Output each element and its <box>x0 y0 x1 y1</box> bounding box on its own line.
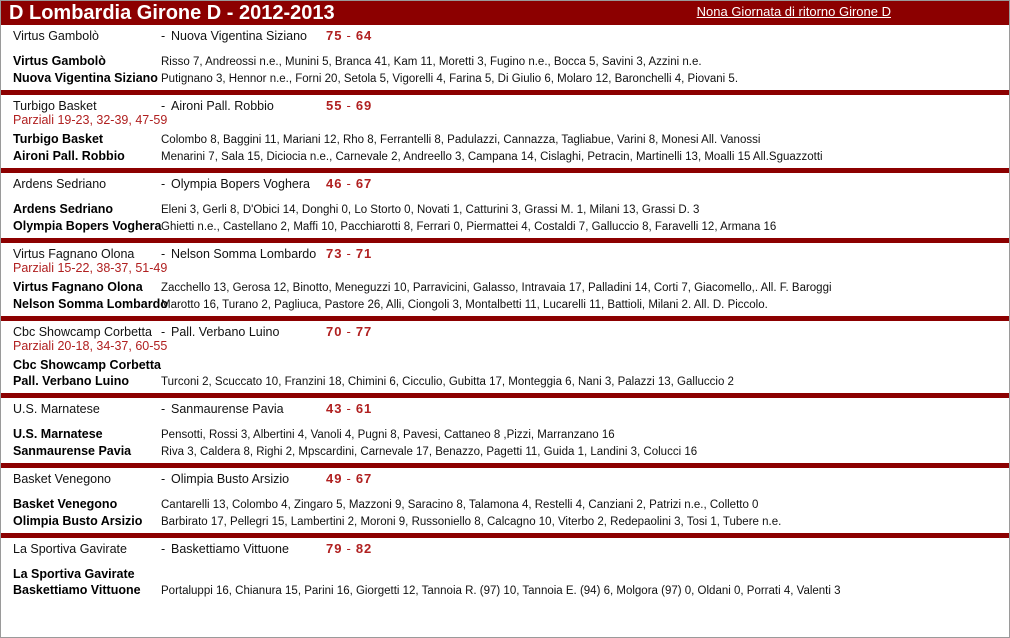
spacer <box>1 313 1009 316</box>
match-score <box>326 247 372 261</box>
match-block <box>1 538 1009 602</box>
home-score: 43 <box>326 401 343 416</box>
partials-values: 20-18, 34-37, 60-55 <box>57 339 168 353</box>
away-score: 67 <box>355 471 373 486</box>
match-score <box>326 177 372 191</box>
match-headline <box>1 538 1009 556</box>
roster-row <box>1 53 1009 70</box>
home-score: 55 <box>326 98 343 113</box>
roster-players: Portaluppi 16, Chianura 15, Parini 16, Giorgetti 12, Tannoia R. (97) 10, Tannoia E. (94) 6, Molgora (97) 0, Oldani 0, Porrati 4, Valenti 3 <box>161 585 841 597</box>
partials-line <box>1 113 1009 128</box>
roster-row <box>1 426 1009 443</box>
roster-team-name: Nuova Vigentina Siziano <box>13 71 158 85</box>
score-separator: - <box>346 28 352 43</box>
spacer <box>1 165 1009 168</box>
match-headline <box>1 173 1009 191</box>
home-score: 70 <box>326 324 343 339</box>
match-score <box>326 402 372 416</box>
roster-row <box>1 201 1009 218</box>
partials-values: 15-22, 38-37, 51-49 <box>57 261 168 275</box>
match-block <box>1 468 1009 538</box>
versus-dash: - <box>161 29 166 43</box>
match-block <box>1 398 1009 468</box>
spacer <box>1 556 1009 563</box>
home-team-name: Virtus Gambolò <box>13 29 99 43</box>
partials-label: Parziali <box>13 261 54 275</box>
roster-team-name: Sanmaurense Pavia <box>13 444 132 458</box>
roster-team-name: Olympia Bopers Voghera <box>13 219 162 233</box>
roster-team-name: Basket Venegono <box>13 497 118 511</box>
score-separator: - <box>346 98 352 113</box>
roster-row <box>1 279 1009 296</box>
match-list <box>1 25 1009 602</box>
partials-label: Parziali <box>13 339 54 353</box>
away-team-name: Nelson Somma Lombardo <box>171 247 317 261</box>
roster-row <box>1 513 1009 530</box>
roster-players: Pensotti, Rossi 3, Albertini 4, Vanoli 4, Pugni 8, Pavesi, Cattaneo 8 ,Pizzi, Marranzano 16 <box>161 429 615 441</box>
home-score: 73 <box>326 246 343 261</box>
roster-team-name: Ardens Sedriano <box>13 202 114 216</box>
score-separator: - <box>346 541 352 556</box>
versus-dash: - <box>161 325 166 339</box>
match-block <box>1 25 1009 95</box>
spacer <box>1 43 1009 50</box>
roster-team-name: Cbc Showcamp Corbetta <box>13 358 161 372</box>
partials-label: Parziali <box>13 113 54 127</box>
roster-players: Putignano 3, Hennor n.e., Forni 20, Setola 5, Vigorelli 4, Farina 5, Di Giulio 6, Molaro 12, Baronchelli 4, Piovani 5. <box>161 73 739 85</box>
spacer <box>1 460 1009 463</box>
away-team-name: Olimpia Busto Arsizio <box>171 472 290 486</box>
versus-dash: - <box>161 472 166 486</box>
match-headline <box>1 25 1009 43</box>
away-team-name: Olympia Bopers Voghera <box>171 177 310 191</box>
match-score <box>326 542 372 556</box>
away-team-name: Aironi Pall. Robbio <box>171 99 274 113</box>
roster-row <box>1 373 1009 390</box>
roster-row <box>1 296 1009 313</box>
roster-row <box>1 496 1009 513</box>
versus-dash: - <box>161 247 166 261</box>
match-block <box>1 173 1009 243</box>
roster-row <box>1 218 1009 235</box>
spacer <box>1 235 1009 238</box>
match-score <box>326 99 372 113</box>
spacer <box>1 390 1009 393</box>
partials-line <box>1 339 1009 354</box>
spacer <box>1 416 1009 423</box>
home-team-name: U.S. Marnatese <box>13 402 100 416</box>
match-block <box>1 243 1009 321</box>
match-headline <box>1 468 1009 486</box>
partials-line <box>1 261 1009 276</box>
home-score: 75 <box>326 28 343 43</box>
roster-players: Colombo 8, Baggini 11, Mariani 12, Rho 8, Ferrantelli 8, Padulazzi, Cannazza, Tagliabue, Varini 8, Monesi All. Vanossi <box>161 134 761 146</box>
away-score: 69 <box>355 98 373 113</box>
score-separator: - <box>346 324 352 339</box>
roster-row <box>1 582 1009 599</box>
away-score: 82 <box>355 541 373 556</box>
match-headline <box>1 95 1009 113</box>
away-team-name: Nuova Vigentina Siziano <box>171 29 307 43</box>
page-title: D Lombardia Girone D - 2012-2013 <box>9 1 335 24</box>
home-score: 79 <box>326 541 343 556</box>
away-team-name: Sanmaurense Pavia <box>171 402 284 416</box>
match-headline <box>1 321 1009 339</box>
score-separator: - <box>346 246 352 261</box>
roster-row <box>1 566 1009 582</box>
score-separator: - <box>346 471 352 486</box>
roster-players: Turconi 2, Scuccato 10, Franzini 18, Chimini 6, Cicculio, Gubitta 17, Monteggia 6, Nani 3, Palazzi 13, Galluccio 2 <box>161 376 734 388</box>
roster-players: Cantarelli 13, Colombo 4, Zingaro 5, Mazzoni 9, Saracino 8, Talamona 4, Restelli 4, Canziani 2, Patrizi n.e., Colletto 0 <box>161 499 759 511</box>
roster-team-name: Virtus Gambolò <box>13 54 106 68</box>
match-headline <box>1 243 1009 261</box>
roster-players: Zacchello 13, Gerosa 12, Binotto, Meneguzzi 10, Parravicini, Galasso, Intravaia 17, Palladini 14, Corti 7, Giacomello,. All. F. Baroggi <box>161 282 832 294</box>
home-score: 49 <box>326 471 343 486</box>
roster-players: Eleni 3, Gerli 8, D'Obici 14, Donghi 0, Lo Storto 0, Novati 1, Catturini 3, Grassi M. 1, Milani 13, Grassi D. 3 <box>161 204 700 216</box>
match-block <box>1 95 1009 173</box>
spacer <box>1 87 1009 90</box>
away-score: 64 <box>355 28 373 43</box>
score-separator: - <box>346 176 352 191</box>
home-team-name: Cbc Showcamp Corbetta <box>13 325 152 339</box>
home-team-name: Ardens Sedriano <box>13 177 107 191</box>
roster-team-name: Pall. Verbano Luino <box>13 374 129 388</box>
versus-dash: - <box>161 99 166 113</box>
round-label: Nona Giornata di ritorno Girone D <box>696 4 891 19</box>
match-score <box>326 325 372 339</box>
roster-players: Menarini 7, Sala 15, Diciocia n.e., Carnevale 2, Andreello 3, Campana 14, Cislaghi, Petracin, Martinelli 13, Moalli 15 All.Sguazzotti <box>161 151 823 163</box>
roster-team-name: Aironi Pall. Robbio <box>13 149 125 163</box>
roster-row <box>1 443 1009 460</box>
score-separator: - <box>346 401 352 416</box>
match-headline <box>1 398 1009 416</box>
roster-players: Ghietti n.e., Castellano 2, Maffi 10, Pacchiarotti 8, Ferrari 0, Piermattei 4, Costaldi 7, Galluccio 8, Faravelli 12, Armana 16 <box>161 221 777 233</box>
roster-players: Risso 7, Andreossi n.e., Munini 5, Branca 41, Kam 11, Moretti 3, Fugino n.e., Bocca 5, Savini 3, Azzini n.e. <box>161 56 702 68</box>
roster-team-name: U.S. Marnatese <box>13 427 103 441</box>
away-score: 71 <box>355 246 373 261</box>
roster-row <box>1 357 1009 373</box>
roster-players: Barbirato 17, Pellegri 15, Lambertini 2, Moroni 9, Russoniello 8, Calcagno 10, Viterbo 2, Redepaolini 3, Tosi 1, Tubere n.e. <box>161 516 782 528</box>
home-team-name: La Sportiva Gavirate <box>13 542 127 556</box>
page-header <box>1 1 1009 25</box>
away-team-name: Pall. Verbano Luino <box>171 325 280 339</box>
match-score <box>326 29 372 43</box>
away-score: 77 <box>355 324 373 339</box>
roster-team-name: Olimpia Busto Arsizio <box>13 514 143 528</box>
versus-dash: - <box>161 402 166 416</box>
roster-players: Riva 3, Caldera 8, Righi 2, Mpscardini, Carnevale 17, Benazzo, Pagetti 11, Guida 1, Landini 3, Colucci 16 <box>161 446 698 458</box>
roster-row <box>1 70 1009 87</box>
partials-values: 19-23, 32-39, 47-59 <box>57 113 168 127</box>
away-team-name: Baskettiamo Vittuone <box>171 542 289 556</box>
roster-team-name: Turbigo Basket <box>13 132 104 146</box>
roster-row <box>1 148 1009 165</box>
roster-players: Marotto 16, Turano 2, Pagliuca, Pastore 26, Alli, Ciongoli 3, Montalbetti 11, Lucarelli 11, Battioli, Milani 2. All. D. Piccolo. <box>161 299 768 311</box>
roster-team-name: Baskettiamo Vittuone <box>13 583 141 597</box>
home-score: 46 <box>326 176 343 191</box>
roster-team-name: Nelson Somma Lombardo <box>13 297 168 311</box>
spacer <box>1 486 1009 493</box>
spacer <box>1 530 1009 533</box>
match-block <box>1 321 1009 398</box>
away-score: 61 <box>355 401 373 416</box>
roster-team-name: Virtus Fagnano Olona <box>13 280 143 294</box>
versus-dash: - <box>161 177 166 191</box>
away-score: 67 <box>355 176 373 191</box>
spacer <box>1 191 1009 198</box>
home-team-name: Turbigo Basket <box>13 99 97 113</box>
home-team-name: Basket Venegono <box>13 472 111 486</box>
roster-team-name: La Sportiva Gavirate <box>13 567 135 581</box>
spacer <box>1 599 1009 602</box>
home-team-name: Virtus Fagnano Olona <box>13 247 135 261</box>
roster-row <box>1 131 1009 148</box>
match-score <box>326 472 372 486</box>
versus-dash: - <box>161 542 166 556</box>
